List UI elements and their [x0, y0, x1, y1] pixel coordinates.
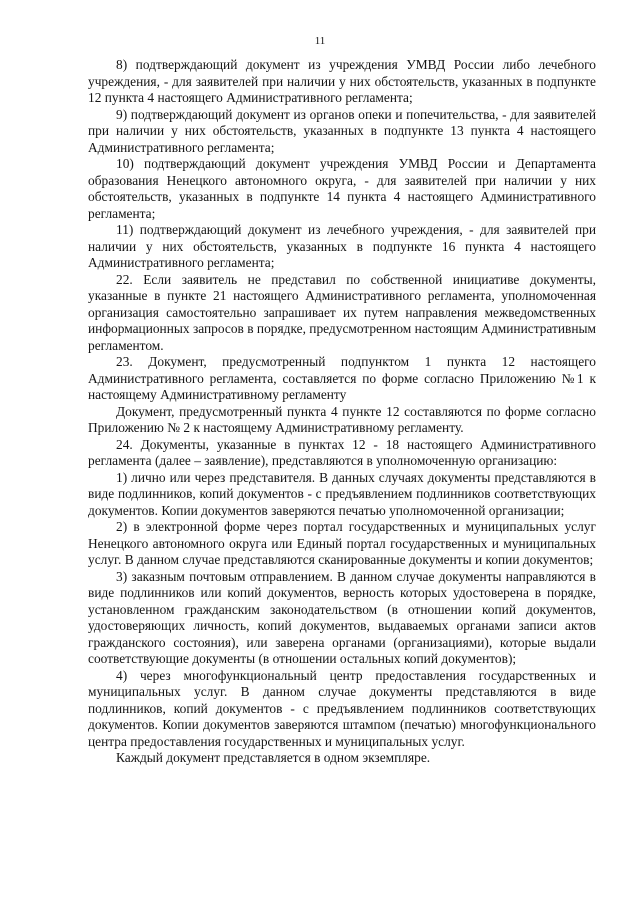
page-number: 11	[314, 35, 326, 47]
paragraph-clause-22: 22. Если заявитель не представил по собственной инициативе документы, указанные в пункте 21 настоящего Административного регламента, уполномоченная организация самостоятельно запрашивает их путем направления межведомственных информационных запросов в порядке, предусмотренном настоящим Административным регламентом.	[88, 271, 596, 353]
paragraph-clause-24: 24. Документы, указанные в пунктах 12 - 18 настоящего Административного регламента (далее – заявление), представляются в уполномоченную организацию:	[88, 436, 596, 468]
paragraph-clause-23: 23. Документ, предусмотренный подпунктом 1 пункта 12 настоящего Административного регламента, составляется по форме согласно Приложению №1 к настоящему Административному регламенту	[88, 354, 596, 402]
paragraph-item-8: 8) подтверждающий документ из учреждения УМВД России либо лечебного учреждения, - для заявителей при наличии у них обстоятельств, указанных в подпункте 12 пункта 4 настоящего Административного регламента;	[88, 57, 596, 105]
paragraph-item-10: 10) подтверждающий документ учреждения УМВД России и Департамента образования Ненецкого автономного округа, - для заявителей при наличии у них обстоятельств, указанных в подпункте 14 пункта 4 настоящего Административного регламента;	[88, 156, 596, 221]
paragraph-submission-mfc: 4) через многофункциональный центр предоставления государственных и муниципальных услуг. В данном случае документы представляются в виде подлинников, копий документов - с предъявлением подлинников соответствующих документов. Копии документов заверяются штампом (печатью) многофункционального центра предоставления государственных и муниципальных услуг.	[88, 667, 596, 749]
paragraph-item-11: 11) подтверждающий документ из лечебного учреждения, - для заявителей при наличии у них обстоятельств, указанных в подпункте 16 пункта 4 настоящего Административного регламента;	[88, 222, 596, 270]
paragraph-submission-mail: 3) заказным почтовым отправлением. В данном случае документы направляются в виде подлинников или копий документов, верность которых удостоверена в порядке, установленном гражданским законодательством (в отношении копий документов, удостоверяющих личность, копий документов, выдаваемых органами записи актов гражданского состояния), или заверена органами (организациями), которые выдали соответствующие документы (в отношении остальных копий документов);	[88, 568, 596, 666]
document-body	[88, 57, 596, 767]
paragraph-submission-in-person: 1) лично или через представителя. В данных случаях документы представляются в виде подлинников, копий документов - с предъявлением подлинников соответствующих документов. Копии документов заверяются печатью уполномоченной организации;	[88, 469, 596, 518]
paragraph-clause-23-continuation: Документ, предусмотренный пункта 4 пункте 12 составляются по форме согласно Приложению № 2 к настоящему Административному регламенту.	[88, 403, 596, 435]
paragraph-submission-electronic: 2) в электронной форме через портал государственных и муниципальных услуг Ненецкого автономного округа или Единый портал государственных и муниципальных услуг. В данном случае представляются сканированные документы и копии документов;	[88, 519, 596, 567]
paragraph-item-9: 9) подтверждающий документ из органов опеки и попечительства, - для заявителей при наличии у них обстоятельств, указанных в подпункте 13 пункта 4 настоящего Административного регламента;	[88, 106, 596, 155]
paragraph-single-copy-note: Каждый документ представляется в одном экземпляре.	[116, 750, 431, 765]
